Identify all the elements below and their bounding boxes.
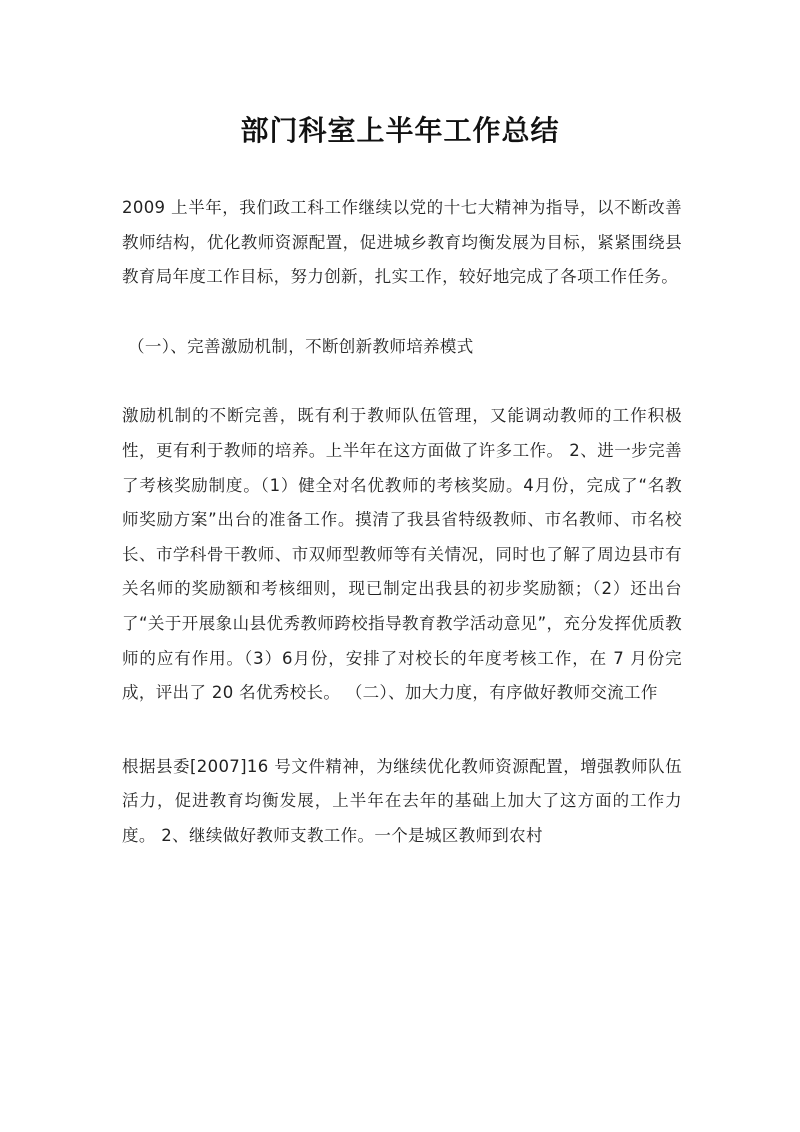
paragraph-spacer — [122, 295, 682, 330]
paragraph-exchange: 根据县委[2007]16 号文件精神，为继续优化教师资源配置，增强教师队伍活力，促进教育均衡发展，上半年在去年的基础上加大了这方面的工作力度。 2、继续做好教师支教工作。一个是城区教师到农村 — [122, 756, 682, 845]
document-title: 部门科室上半年工作总结 — [240, 114, 560, 147]
section-heading-1: （一）、完善激励机制，不断创新教师培养模式 — [128, 336, 474, 356]
paragraph-intro: 2009 上半年，我们政工科工作继续以党的十七大精神为指导，以不断改善教师结构，优化教师资源配置，促进城乡教育均衡发展为目标，紧紧围绕县教育局年度工作目标，努力创新，扎实工作，较好地完成了各项工作任务。 — [122, 198, 682, 287]
document-body — [122, 191, 682, 854]
paragraph-spacer — [122, 364, 682, 399]
paragraph-incentive: 激励机制的不断完善，既有利于教师队伍管理，又能调动教师的工作积极性，更有利于教师的培养。上半年在这方面做了许多工作。 2、进一步完善了考核奖励制度。（1）健全对名优教师的考核奖励。4月份，完成了“名教师奖励方案”出台的准备工作。摸清了我县省特级教师、市名教师、市名校长、市学科骨干教师、市双师型教师等有关情况，同时也了解了周边县市有关名师的奖励额和考核细则，现已制定出我县的初步奖励额；（2）还出台了“关于开展象山县优秀教师跨校指导教育教学活动意见”，充分发挥优质教师的应有作用。（3）6月份，安排了对校长的年度考核工作，在 7 月份完成，评出了 20 名优秀校长。 （二）、加大力度，有序做好教师交流工作 — [122, 406, 682, 703]
paragraph-spacer — [122, 711, 682, 750]
